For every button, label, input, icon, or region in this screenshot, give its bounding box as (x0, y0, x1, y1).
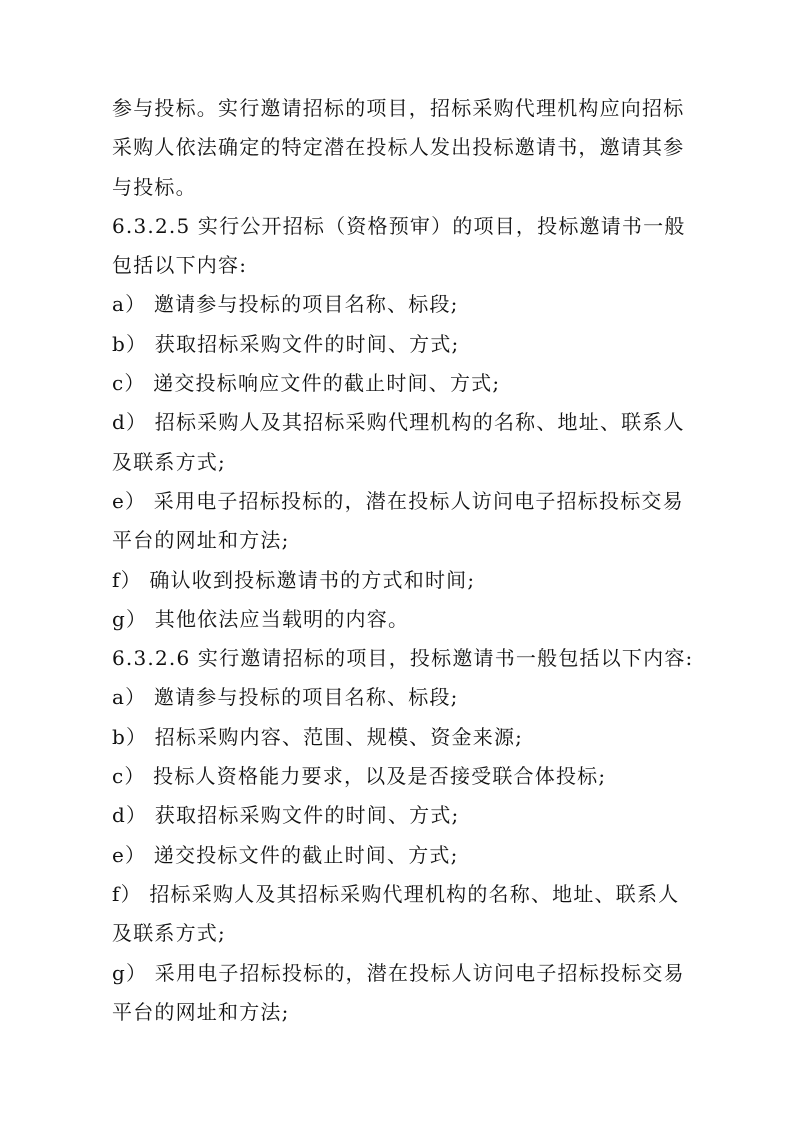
text-line: 及联系方式; (112, 449, 226, 474)
list-item: b） 招标采购内容、范围、规模、资金来源; (112, 724, 524, 749)
text-line: 平台的网址和方法; (112, 528, 290, 553)
list-item: f） 确认收到投标邀请书的方式和时间; (112, 567, 476, 592)
list-item: b） 获取招标采购文件的时间、方式; (112, 331, 460, 356)
list-item: d） 获取招标采购文件的时间、方式; (112, 803, 460, 828)
list-item: f） 招标采购人及其招标采购代理机构的名称、地址、联系人 (112, 881, 680, 906)
text-line: 采购人依法确定的特定潜在投标人发出投标邀请书，邀请其参 (112, 135, 685, 160)
section-heading-6-3-2-5: 6.3.2.5 实行公开招标（资格预审）的项目，投标邀请书一般 (112, 213, 686, 238)
list-item: c） 投标人资格能力要求，以及是否接受联合体投标; (112, 764, 607, 789)
list-item: a） 邀请参与投标的项目名称、标段; (112, 685, 459, 710)
list-item: e） 采用电子招标投标的，潜在投标人访问电子招标投标交易 (112, 488, 684, 513)
text-line: 包括以下内容: (112, 253, 248, 278)
text-line: 及联系方式; (112, 921, 226, 946)
section-heading-6-3-2-6: 6.3.2.6 实行邀请招标的项目，投标邀请书一般包括以下内容: (112, 646, 694, 671)
list-item: g） 其他依法应当载明的内容。 (112, 606, 410, 631)
document-body (112, 89, 712, 1032)
text-line: 平台的网址和方法; (112, 999, 290, 1024)
list-item: c） 递交投标响应文件的截止时间、方式; (112, 371, 501, 396)
text-line: 参与投标。实行邀请招标的项目，招标采购代理机构应向招标 (112, 96, 685, 120)
list-item: d） 招标采购人及其招标采购代理机构的名称、地址、联系人 (112, 410, 685, 435)
list-item: e） 递交投标文件的截止时间、方式; (112, 842, 459, 867)
list-item: g） 采用电子招标投标的，潜在投标人访问电子招标投标交易 (112, 960, 685, 985)
list-item: a） 邀请参与投标的项目名称、标段; (112, 292, 459, 317)
text-line: 与投标。 (112, 174, 197, 199)
